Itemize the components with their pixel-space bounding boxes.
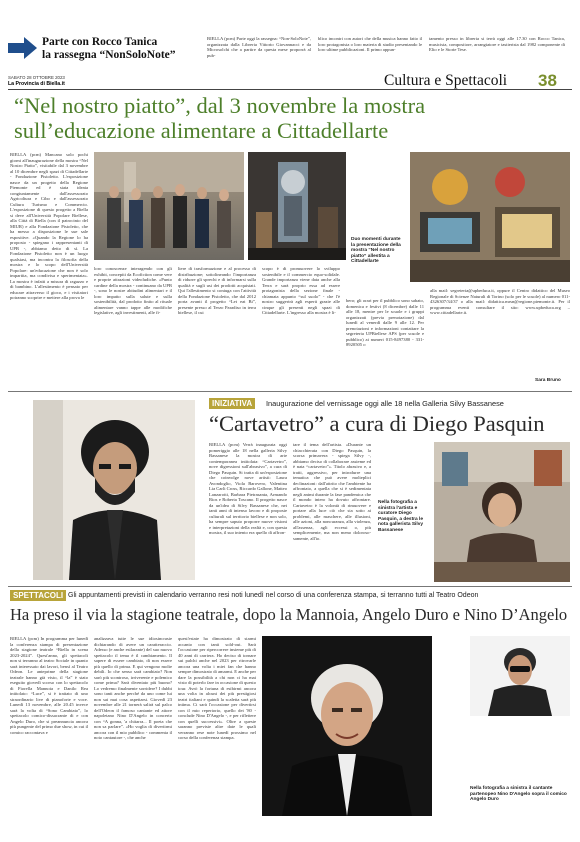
- exhibit-sculpture-photo: [248, 152, 346, 260]
- article1-column-4: scopo è di promuovere lo sviluppo sostenibile e il commercio equo-solidale. Grande importanza viene data anche alla Terra e sarà proprio essa ad essere protagonista della sezione finale - chiamata appunto “sul suolo” - che l'è nostro suggerirà agli esperti grazie alle cinque gli presenti negli spazi di Cittadellarte. L'ingresso alla mostra è li-: [262, 266, 340, 315]
- nino-dangelo-photo: [262, 636, 432, 816]
- page-number: 38: [538, 71, 557, 90]
- exhibit-room-photo: [410, 152, 570, 282]
- article1-title[interactable]: [14, 93, 574, 143]
- article2-kicker: INIZIATIVA: [209, 398, 255, 409]
- article3-subhead: Gli appuntamenti previsti in calendario verranno resi noti lunedì nel corso di una conferenza stampa, si terranno tutti al Teatro Odeon: [68, 592, 479, 599]
- edition-date: SABATO 28 OTTOBRE 2023: [8, 75, 65, 80]
- article1-photo-caption: Duo momenti durante la presentazione della mostra “Nel nostro piatto” allestita a Cittadellarte: [351, 237, 401, 265]
- article2-column-2: tare il tema dell'artista. «Durante un chiacchierata con Diego Pasquin, la scorsa primavera - spiega Silvy -, abbiamo deciso di collaborare assieme ed è nata “cartavetro”». Titolo abrasivo e, a tratti, aggressivo, per introdurre una tematica che può avere molteplici declinazioni: dall'attrito che l'ambiente ha affrontato, a quella che si è sedimentata negli animi durante la fase pandemica che il mondo intero ha dovuto affrontare. Cartavetro è la volontà di rimuovere e portare alla luce ciò che sta sotto ai problemi, alle maschere, alle illusioni, alle azioni, alla noncuranza, alla violenza, all'assenza, agli eccessi o, più semplicemente, ma non meno doloroso-samente, all'io.: [293, 442, 371, 541]
- article1-column-1: BIELLA (pcm) Mancano solo pochi giorni all'inaugurazione della mostra “Nel Nostro Piatto”, visitabile dal 3 novembre al 10 dicembre negli spazi di Cittadellarte - Fondazione Pistoletto. L'esposizione nasce da un progetto della Regione Piemonte ed è stata ideata congiuntamente dall'assessorato Agricoltura e Cibo e dall'assessorato Cultura Turismo e Commercio. L'esposizione di questo progetto a Biella si deve all'Università Popolare Biellese, alla Città di Biella (con il patrocinio del MIUR) e alla Fondazione Pistoletto, che ha messo a disposizione le sue sale espositive. «Quando la Regione lo ha proposto - spiegano i rappresentanti di UPB -, abbiamo detto di sì. La Fondazione Pistoletto non è un luogo qualsiasi, ma incontra la filosofia della mostra e lo scopo dell'Università Popolare: un'educazione che non è solo impartita, ma condivisa e sperimentata». La mostra è infatti a misura di ragazzo e di bambino. L'allestimento è pensato per educare attraverso il gioco, e i visitatori potranno scoprire e mettere alla prova le: [10, 152, 88, 300]
- promo-column-3: tamento presso in libreria si terrà oggi alle 17.30 con Rocco Tanica, musicista, compositore, arrangiatore e tastierista dal 1982 componente di Elio e le Storie Tese.: [429, 36, 565, 52]
- section-divider-1: [8, 391, 572, 392]
- article3-column-2: analizzava tutte le sue idiosincrasie dichiarando di avere un caratteraccio. Adesso (e anche esilarante) del suo nuovo spettacolo il tema è il cambiamento. Il sapere di essere cambiato, di non essere più quello di prima. E qui vengono molte debili. Io che senso sarà cambiato? Non sarò più scontroso, irriverente e polemico come prima? Sarà diventato più buono? Lo vedremo finalmente sorridere? I dubbi sono tanti anche perché da uno come lui non sai mai cosa aspettarsi. Giovedì 23 novembre alle 21 tornerà salirà sul palco dell'Odeon il famoso cantante ed attore napoletano Nino D'Angelo in concerto con “A gonna, 'a chitarra... Il poeta che non sa parlare”. «Ho voglia di divertirmi ancora con il mio pubblico - commenta il noto cantautore -, che anche: [94, 636, 172, 740]
- article1-title-line1: “Nel nostro piatto”, dal 3 novembre la mostra: [14, 93, 426, 118]
- section-divider-2: [8, 586, 572, 587]
- article1-column-5: bero; gli orari per il pubblico sono sabato, domenica e festivi (8 dicembre) dalle 11 alle 18, mentre per le scuole e i gruppi organizzati (previa prenotazione) dal lunedì al venerdì dalle 9 alle 12. Per prenotazioni e informazioni contattare la segreteria UPBiellese APS (per scuole e pubblico) ai numeri 015-8497380 - 331-8920505 o: [346, 298, 424, 347]
- article3-title[interactable]: Ha preso il via la stagione teatrale, dopo la Mannoia, Angelo Duro e Nino D’Angelo: [10, 605, 568, 624]
- silvy-bassanese-photo: [434, 442, 570, 582]
- article2-subhead: Inaugurazione del vernissage oggi alle 18 nella Galleria Silvy Bassanese: [266, 399, 504, 408]
- article3-photo-caption: Nella fotografia a sinistra il cantante partenopeo Nino D'Angelo sopra il comico Angelo Duro: [470, 786, 567, 803]
- article2-column-1: BIELLA (pcm) Verrà inaugurata oggi pomeriggio alle 18 nella galleria Silvy Bassanese la mostra di arte contemporanea intitolata: “Cartavetro”, nove digressioni sull'abrasivo”, a cura di Diego Pasquin. Si tratta di un'esposizione che coinvolge nove artisti: Laura Avondoglio, Viola Barovero, Valentina Lia Carli Cross, Riccardo Gallone, Matteo Lanzarotti, Barbara Pietrasanta, Armando Rios e Roberta Toscano. Il progetto nasce da un'idea di Silvy Bassanese che, nei tanti anni di intenso lavoro e di proposte culturali sul territorio biellese e non solo, ha sempre saputo proporre nuove visioni e interpretazioni della realtà e, con questa mostra, il suo intento era quello di affron-: [209, 442, 287, 535]
- promo-column-1: BIELLA (pcm) Parte oggi la rassegna: “Non-SoloNote”, organizzata dalla Libreria Vittorio Giovannacci e da Microsolchi che a partire da questa mese proporrà al pub-: [207, 36, 311, 58]
- diego-pasquin-photo: [33, 400, 195, 580]
- exhibition-group-photo: [94, 152, 244, 260]
- article3-kicker: SPETTACOLI: [10, 590, 66, 601]
- promo-column-2: blico incontri con autori che della musica hanno fatto il loro protagonista o loro materia di studio presentando le loro ultime pubblicazioni. Il primo appun-: [318, 36, 422, 52]
- section-title: Cultura e Spettacoli: [384, 72, 508, 89]
- promo-title-line1: Parte con Rocco Tanica: [42, 36, 158, 48]
- angelo-duro-photo: [470, 636, 570, 716]
- article3-column-1: BIELLA (pcm) In programma per lunedì la conferenza stampa di presentazione della stagione teatrale “Biella in scena 2023-2024”. Quest'anno, gli spettacoli non si terranno al teatro Sociale in quanto sarà interessato dai lavori, bensì al Teatro Odeon. Le anteprime della stagione teatrale hanno già visto, il “la” è stato eseguito giovedì scorso con lo spettacolo di Fiorella Mannoia e Danilo Rea intitolato: “Luce”, si è trattato di uno straordinario live di pianoforte e voce. Lunedì 13 novembre, alle 20.45 invece sarà la volta di “Sono Cambiato”, lo spettacolo comico-dissacrante di e con Angelo Duro, che si preannuncia ancora più pungente del primo due show, in cui il comico raccontava e: [10, 636, 88, 735]
- article1-column-2: loro conoscenze interagendo con gli exhibit, concepiti da Ecofiction come vere e proprie attrazioni videoludiche. «Punto cardine della mostra - continuano da UPB -, sono le nostre abitudini alimentari e il loro impatto sulla salute e sulla sostenibilità, dal prodotto finito al rituale alimentare vanno tappe alle modifiche legislative, agli investimenti, alle fi-: [94, 266, 172, 315]
- article1-title-line2: sull’educazione alimentare a Cittadellarte: [14, 118, 389, 143]
- newspaper-name: La Provincia di Biella.it: [8, 81, 65, 87]
- promo-title-line2: la rassegna “NonSoloNote”: [42, 49, 176, 61]
- article1-column-3: liere di trasformazione e al processo di distribuzione; sottolineando l'importanza di ridurre gli sprechi e di informarsi sulla qualità e sugli usi dei prodotti acquistati. Qui l'allestimento si coniuga con l'attività della Fondazione Pistoletto, che dal 2012 porta avanti il progetto “Let eat Bi”, presente presso al Terzo Paradiso in terra biellese, il cui: [178, 266, 256, 315]
- article2-photo-caption: Nella fotografia a sinistra l'artista e curatore Diego Pasquin, a destra le nota gallerista Silvy Bassanese: [378, 500, 424, 533]
- header-rule: [8, 89, 572, 90]
- article3-column-3: quest'estate ha dimostrato di starmi accanto con tanti sold-out. Sarà l'occasione per ripercorrere insieme più di 40 anni di carriera. Ho deciso di tornare sui palchi anche nel 2023 per ritrovarle ancora una volta i miei fan che hanno sempre dimostrato di amarmi. E anche per dare la possibilità a chi non ci ha mai visto di poterlo fare in occasione di questo tour. Avrò la fortuna di esibirmi ancora una volta in alcuni dei più prestigiosi teatri italiani e quindi la scaletta sarà più intima. Ci sarà l'occasione per divertirsi con il mio repertorio, quello dei '80 - conclude Nino D'Angelo -, e per riflettere con quelli successivi». Oltre a queste saranno previste altre date le quali verranno rese note lunedì prossimo nel corso della conferenza stampa.: [178, 636, 256, 740]
- article2-title[interactable]: “Cartavetro” a cura di Diego Pasquin: [209, 411, 545, 436]
- promo-title[interactable]: [42, 36, 202, 62]
- article1-column-6: alla mail: segreteria@upbeduca.it, oppure il Centro didattico del Museo Regionale di Scienze Naturali di Torino (solo per le scuole) al numero 011-4326307/34/37 o alla mail: didattica.mrsn@regione.piemonte.it. Per il programma eventi consultare il sito: www.upbeduca.org – www.cittadellarte.it.: [430, 288, 570, 315]
- promo-arrow-icon: [8, 36, 38, 60]
- article1-author: Sara Bruno: [535, 378, 561, 383]
